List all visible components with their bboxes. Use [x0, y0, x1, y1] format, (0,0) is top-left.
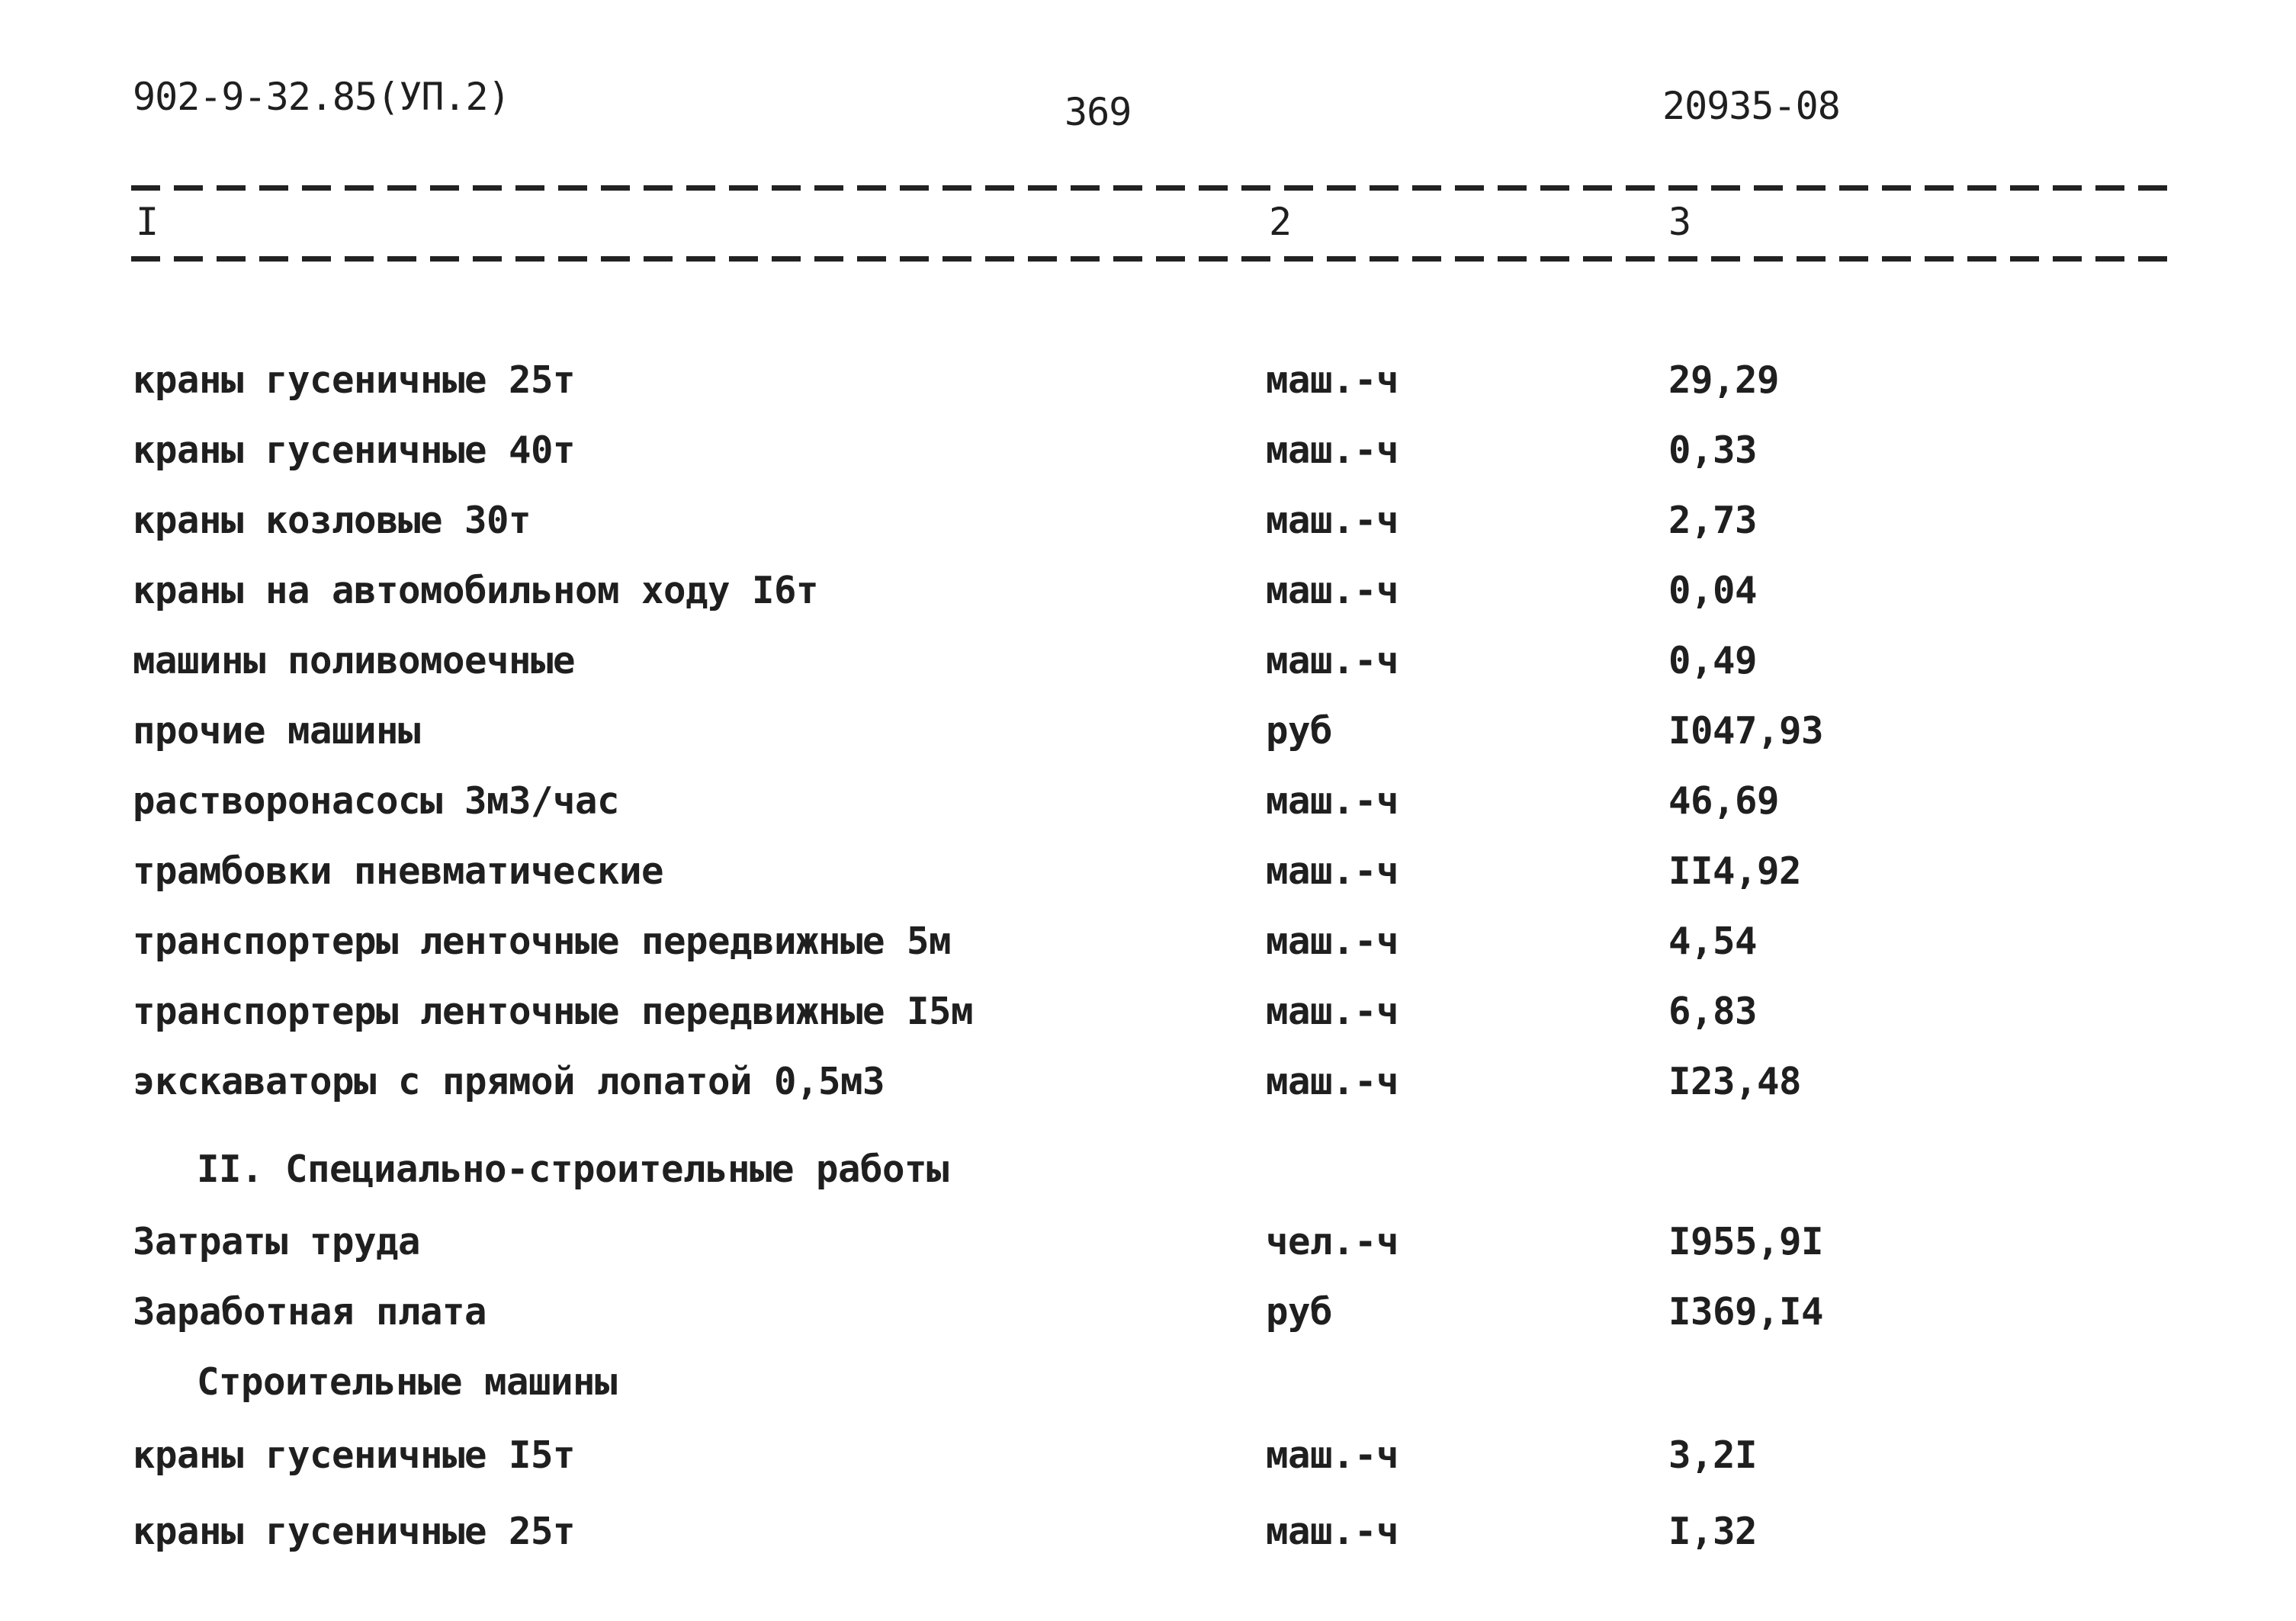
- unit: руб: [1266, 709, 1333, 753]
- unit: маш.-ч: [1266, 639, 1399, 682]
- value: I,32: [1668, 1510, 1758, 1553]
- table-row: [0, 779, 2296, 825]
- table-row: [0, 920, 2296, 965]
- table-row: [0, 709, 2296, 755]
- value: I369,I4: [1668, 1290, 1824, 1334]
- unit: маш.-ч: [1266, 1510, 1399, 1553]
- document-code: 902-9-32.85(УП.2): [133, 75, 510, 119]
- column-number-1: I: [136, 200, 159, 244]
- value: 4,54: [1668, 920, 1758, 963]
- value: 0,33: [1668, 429, 1758, 472]
- resource-name: краны козловые 30т: [133, 499, 531, 542]
- resource-name: экскаваторы с прямой лопатой 0,5м3: [133, 1060, 885, 1103]
- value: 3,2I: [1668, 1433, 1758, 1477]
- table-row: [0, 990, 2296, 1035]
- table-row: [0, 569, 2296, 615]
- table-row: [0, 849, 2296, 895]
- table-row: [0, 429, 2296, 474]
- resource-name: краны гусеничные 25т: [133, 1510, 576, 1553]
- value: 29,29: [1668, 358, 1780, 402]
- table-top-dashed-rule: [131, 185, 2175, 191]
- column-number-3: 3: [1668, 200, 1692, 244]
- unit: маш.-ч: [1266, 499, 1399, 542]
- value: I955,9I: [1668, 1220, 1824, 1263]
- table-row: [0, 499, 2296, 544]
- unit: маш.-ч: [1266, 779, 1399, 823]
- value: I23,48: [1668, 1060, 1802, 1103]
- unit: маш.-ч: [1266, 1060, 1399, 1103]
- unit: маш.-ч: [1266, 990, 1399, 1033]
- table-row: [0, 358, 2296, 404]
- table-row: [0, 1433, 2296, 1479]
- table-row: [0, 1510, 2296, 1555]
- resource-name: трамбовки пневматические: [133, 849, 664, 893]
- resource-name: краны гусеничные 40т: [133, 429, 576, 472]
- section-heading-row: [0, 1148, 2296, 1193]
- resource-name: краны гусеничные I5т: [133, 1433, 576, 1477]
- value: 6,83: [1668, 990, 1758, 1033]
- resource-name: растворонасосы 3м3/час: [133, 779, 620, 823]
- unit: маш.-ч: [1266, 1433, 1399, 1477]
- page-number: 369: [1065, 90, 1132, 134]
- resource-name: транспортеры ленточные передвижные 5м: [133, 920, 952, 963]
- resource-name: машины поливомоечные: [133, 639, 576, 682]
- table-row: [0, 1290, 2296, 1336]
- value: 2,73: [1668, 499, 1758, 542]
- resource-name: прочие машины: [133, 709, 421, 753]
- value: I047,93: [1668, 709, 1824, 753]
- unit: маш.-ч: [1266, 429, 1399, 472]
- inventory-number: 20935-08: [1662, 84, 1840, 128]
- subsection-heading: Строительные машины: [197, 1360, 618, 1404]
- resource-name: краны гусеничные 25т: [133, 358, 576, 402]
- table-header-dashed-rule: [131, 256, 2175, 262]
- value: 0,04: [1668, 569, 1758, 612]
- unit: руб: [1266, 1290, 1333, 1334]
- unit: маш.-ч: [1266, 920, 1399, 963]
- table-row: [0, 1060, 2296, 1106]
- table-row: [0, 639, 2296, 685]
- unit: маш.-ч: [1266, 849, 1399, 893]
- value: 0,49: [1668, 639, 1758, 682]
- section-heading: II. Специально-строительные работы: [197, 1148, 949, 1191]
- value: 46,69: [1668, 779, 1780, 823]
- unit: чел.-ч: [1266, 1220, 1399, 1263]
- resource-name: Заработная плата: [133, 1290, 487, 1334]
- table-row: [0, 1220, 2296, 1266]
- subsection-heading-row: [0, 1360, 2296, 1406]
- unit: маш.-ч: [1266, 358, 1399, 402]
- resource-name: краны на автомобильном ходу I6т: [133, 569, 819, 612]
- column-number-2: 2: [1269, 200, 1293, 244]
- resource-name: транспортеры ленточные передвижные I5м: [133, 990, 974, 1033]
- resource-name: Затраты труда: [133, 1220, 421, 1263]
- unit: маш.-ч: [1266, 569, 1399, 612]
- value: II4,92: [1668, 849, 1802, 893]
